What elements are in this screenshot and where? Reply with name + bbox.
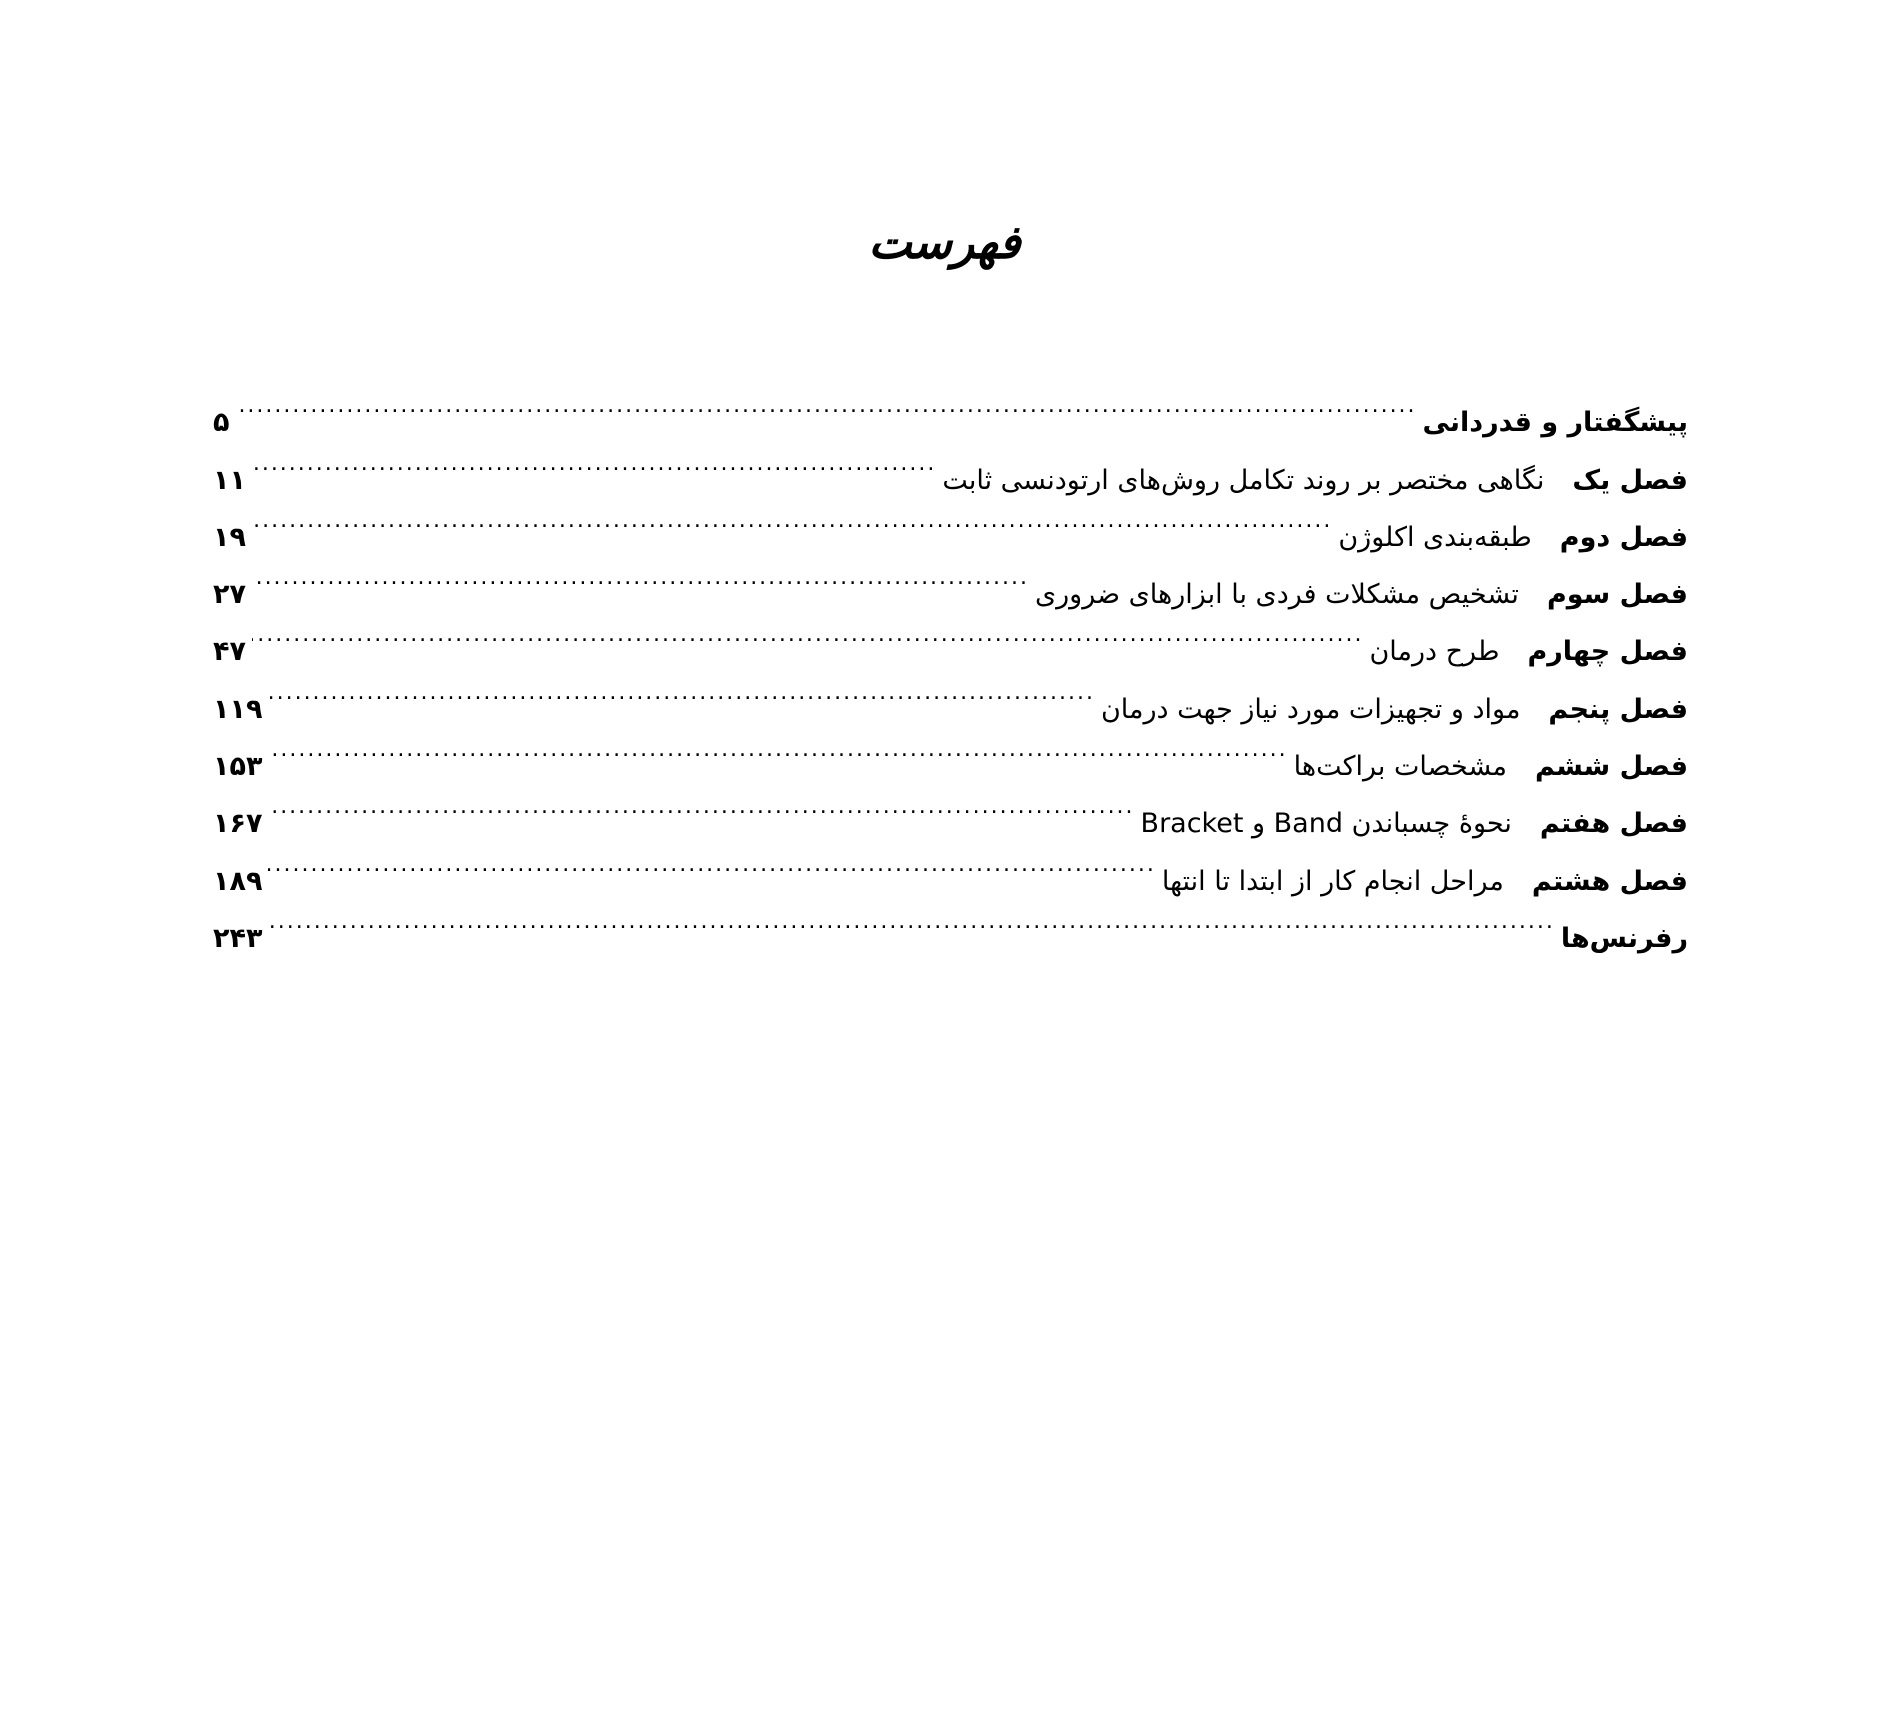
- dot-leader: [252, 489, 1332, 546]
- toc-entry: [213, 890, 1688, 954]
- toc-page-number: ۱۶۷: [213, 808, 263, 840]
- toc-page-number: ۱۱: [213, 464, 246, 496]
- toc-chapter-subject: تشخیص مشکلات فردی با ابزارهای ضروری: [1034, 579, 1519, 611]
- toc-chapter-label: فصل پنجم: [1548, 693, 1688, 725]
- dot-leader: [252, 546, 1029, 603]
- toc-chapter-subject: نگاهی مختصر بر روند تکامل روش‌های ارتودنسی ثابت: [942, 464, 1545, 496]
- toc-chapter-subject: مشخصات براکت‌ها: [1293, 751, 1508, 783]
- toc-chapter-label: فصل چهارم: [1527, 636, 1688, 668]
- toc-chapter-label: فصل یک: [1572, 464, 1688, 496]
- toc-page-number: ۴۷: [213, 636, 246, 668]
- toc-chapter-subject: مراحل انجام کار از ابتدا تا انتها: [1161, 865, 1504, 897]
- toc-page-number: ۱۵۳: [213, 751, 263, 783]
- dot-leader: [252, 431, 936, 488]
- toc-page-number: ۱۸۹: [213, 865, 263, 897]
- toc-chapter-subject: طرح درمان: [1369, 636, 1500, 668]
- dot-leader: [268, 890, 1554, 947]
- toc-entry: [213, 374, 1688, 439]
- toc-page-number: ۲۷: [213, 579, 246, 611]
- toc-chapter-label: فصل هفتم: [1539, 808, 1688, 840]
- toc-chapter-label: فصل سوم: [1546, 579, 1688, 611]
- toc-chapter-label: فصل ششم: [1535, 751, 1688, 783]
- page-title: فهرست: [868, 215, 1021, 269]
- toc-page-number: ۱۹: [213, 521, 246, 553]
- toc-chapter-subject: نحوهٔ چسباندن Band و Bracket: [1140, 808, 1512, 840]
- toc-chapter-label: پیشگفتار و قدردانی: [1422, 407, 1688, 439]
- toc-page-number: ۲۴۳: [213, 922, 263, 954]
- toc-page-number: ۵: [213, 407, 230, 439]
- dot-leader: [268, 718, 1287, 775]
- toc-chapter-label: فصل هشتم: [1531, 865, 1688, 897]
- toc-chapter-label: رفرنس‌ها: [1560, 922, 1688, 954]
- dot-leader: [268, 832, 1155, 889]
- toc-chapter-label: فصل دوم: [1559, 521, 1688, 553]
- dot-leader: [268, 660, 1095, 717]
- dot-leader: [235, 374, 1416, 431]
- dot-leader: [268, 775, 1134, 832]
- table-of-contents: [213, 374, 1688, 954]
- toc-page-number: ۱۱۹: [213, 693, 263, 725]
- toc-chapter-subject: طبقه‌بندی اکلوژن: [1338, 521, 1532, 553]
- toc-chapter-subject: مواد و تجهیزات مورد نیاز جهت درمان: [1100, 693, 1521, 725]
- dot-leader: [252, 603, 1364, 660]
